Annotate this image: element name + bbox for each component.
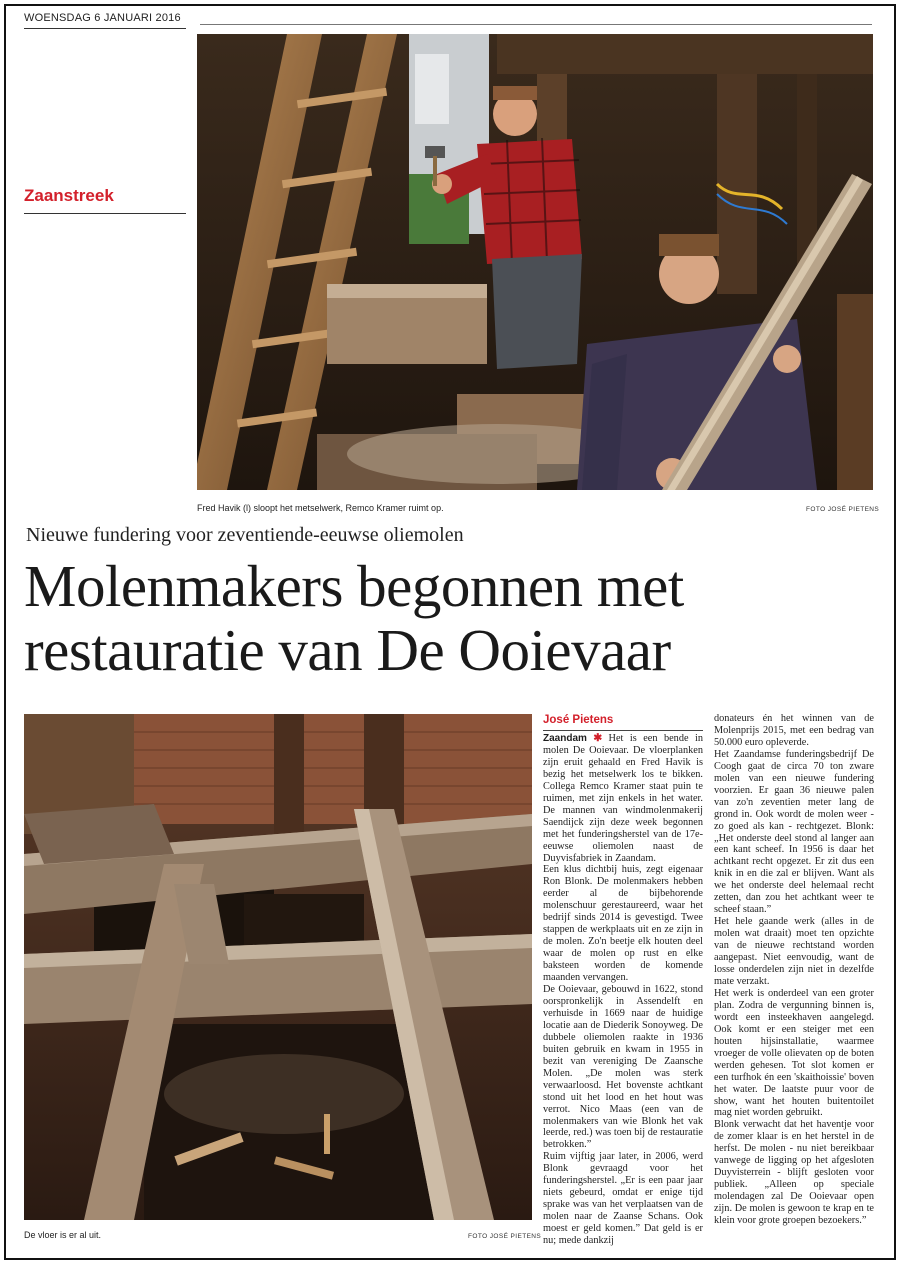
photo-floor-beams — [24, 714, 532, 1220]
article-paragraph: Het Zaandamse funderingsbedrijf De Coogh gaat de circa 70 ton zware molen van een nieuwe fundering voorzien. Er gaan 36 nieuwe palen van zo'n zeventien meter lang de grond in. Ook wordt de molen weer - zo goed als kan - rechtgezet. Blonk: „Het onderste deel stond al langer aan een kant scheef. In 1956 is daar het achtkant recht opgezet. Er zit dus een knik in en die zal er blijven. Want als we het onderste deel helemaal recht zetten, dan zou het achtkant weer te scheef staan.” — [714, 748, 874, 916]
photo-caption: Fred Havik (l) sloopt het metselwerk, Remco Kramer ruimt op. — [197, 503, 444, 513]
photo-credit: FOTO JOSÉ PIETENS — [806, 506, 880, 513]
divider — [24, 28, 186, 29]
article-paragraph: Het hele gaande werk (alles in de molen wat draait) moet ten opzichte van de nieuwe rechtstand worden aangepast. Niet eenvoudig, want de losse onderdelen zijn niet in dezelfde mate verzakt. — [714, 916, 874, 987]
divider — [543, 730, 703, 731]
newspaper-page — [4, 4, 896, 1260]
article-paragraph — [543, 733, 703, 864]
photo-workers-in-mill — [197, 34, 873, 490]
paragraph-text: Het is een bende in molen De Ooievaar. De vloerplanken zijn eruit gehaald en Fred Havik is bezig het metselwerk los te bikken. Collega Remco Kramer staat puin te ruimen, met zijn enkels in het water. De mannen van windmolenmakerij Saendijck zijn deze week begonnen met het funderingsherstel van de 17e-eeuwse oliemolen naast de Duyvisfabriek in Zaandam. — [543, 733, 704, 864]
byline: José Pietens — [543, 714, 614, 726]
kicker: Nieuwe fundering voor zeventiende-eeuwse oliemolen — [26, 524, 464, 546]
divider — [24, 213, 186, 214]
article-paragraph: Blonk verwacht dat het haventje voor de zomer klaar is en het herstel in de herfst. De molen - nu niet bereikbaar vanwege de ligging op het afgesloten Duyvisterrein - blijft gesloten voor publiek. „Alleen op speciale molendagen zal De Ooievaar open zijn. De molen is gewoon te krap en te klein voor grote groepen bezoekers.” — [714, 1119, 874, 1227]
headline-line: restauratie van De Ooievaar — [24, 617, 671, 683]
headline — [24, 554, 874, 682]
article-paragraph: Het werk is onderdeel van een groter plan. Zodra de vergunning binnen is, wordt een insteekhaven aangelegd. Ook komt er een steiger met een houten hijsinstallatie, waarmee vroeger de volle olievaten op de boten werden gehesen. Tot slot komen er een turfhok én een 'skaithoissie' boven het water. De laatste puur voor de show, want het houten buitentoilet mag niet worden gebruikt. — [714, 987, 874, 1119]
article-paragraph: De Ooievaar, gebouwd in 1622, stond oorspronkelijk in Assendelft en verhuisde in 1669 naar de huidige locatie aan de Diederik Sonoyweg. De dubbele oliemolen raakte in 1936 buiten gebruik en kwam in 1955 in bezit van vereniging De Zaansche Molen. „De molen was sterk verwaarloosd. Het bovenste achtkant stond uit het lood en het hout was verrot. Nico Maas (een van de molenmakers van wie Blonk het vak leerde, red.) was toen bij de restauratie betrokken.” — [543, 984, 703, 1151]
divider — [200, 24, 872, 25]
article-paragraph: donateurs én het winnen van de Molenprijs 2015, met een bedrag van 50.000 euro opleverde. — [714, 713, 874, 748]
article-column-1 — [543, 733, 703, 1247]
photo-credit: FOTO JOSÉ PIETENS — [468, 1233, 542, 1240]
photo-caption: De vloer is er al uit. — [24, 1230, 102, 1240]
article-paragraph: Een klus dichtbij huis, zegt eigenaar Ron Blonk. De molenmakers hebben eerder al de bijbehorende molenschuur gerestaureerd, waar het bedrijf sinds 2014 is gevestigd. Twee stappen de werkplaats uit en ze zijn in de molen. Zo'n beetje elk houten deel waar de molen op rust en elke baksteen worden de komende maanden vervangen. — [543, 864, 703, 984]
article-column-2 — [714, 713, 874, 1227]
place-dateline: Zaandam — [543, 733, 587, 744]
star-icon: ✱ — [593, 733, 603, 744]
dateline: WOENSDAG 6 JANUARI 2016 — [24, 12, 181, 24]
article-paragraph: Ruim vijftig jaar later, in 2006, werd Blonk gevraagd voor het funderingsherstel. „Er is een paar jaar niets gebeurd, omdat er enige tijd sprake was van het verplaatsen van de molen naar de Zaanse Schans. Ook moest er geld komen.” Dat geld is er nu; mede dankzij — [543, 1151, 703, 1247]
headline-line: Molenmakers begonnen met — [24, 553, 684, 619]
section-label: Zaanstreek — [24, 186, 114, 205]
